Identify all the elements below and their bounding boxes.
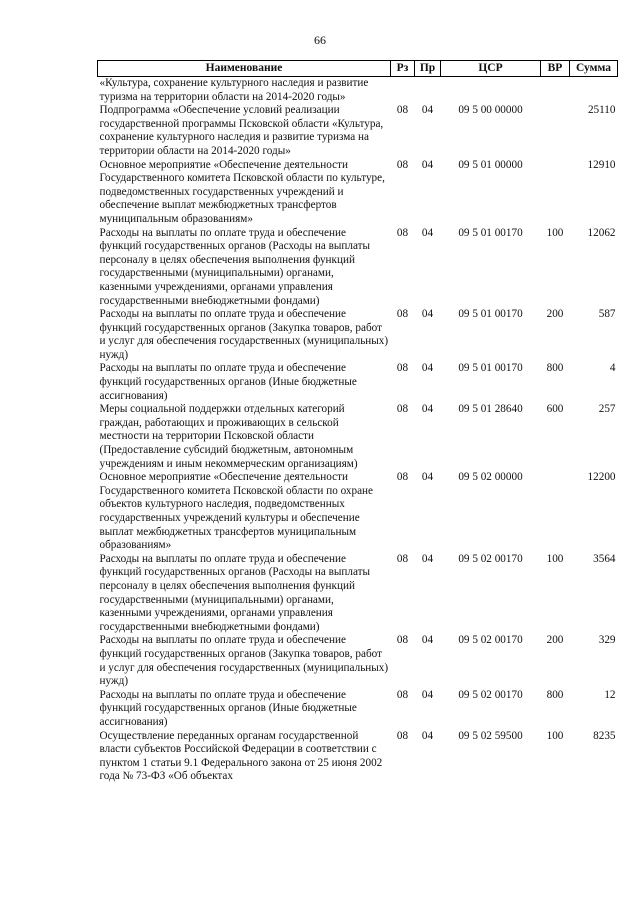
row-rz: 08 bbox=[396, 226, 409, 239]
header-pr: Пр bbox=[415, 61, 441, 77]
row-sum: 587 bbox=[598, 308, 616, 321]
row-sum bbox=[570, 77, 618, 105]
header-csr: ЦСР bbox=[441, 61, 541, 77]
row-pr: 04 bbox=[421, 403, 434, 416]
row-sum: 12910 bbox=[587, 158, 616, 171]
row-sum: 25110 bbox=[587, 104, 616, 117]
row-csr: 09 5 02 00170 bbox=[458, 688, 523, 701]
row-csr: 09 5 02 00000 bbox=[458, 471, 523, 484]
row-name: Расходы на выплаты по оплате труда и обеспечение функций государственных органов (Иные бюджетные ассигнования) bbox=[99, 362, 357, 402]
table-row bbox=[98, 362, 618, 403]
row-vr bbox=[541, 159, 570, 227]
table-row bbox=[98, 227, 618, 309]
row-rz: 08 bbox=[396, 634, 409, 647]
page-number: 66 bbox=[314, 33, 326, 47]
table-row bbox=[98, 104, 618, 158]
budget-table bbox=[97, 60, 618, 784]
row-name: Подпрограмма «Обеспечение условий реализации государственной программы Псковской области «Культура, сохранение культурного наследия и развитие туризма на территории области на 2014-2020 годы» bbox=[99, 104, 384, 157]
row-name: Расходы на выплаты по оплате труда и обеспечение функций государственных органов (Закупка товаров, работ и услуг для обеспечения государственных (муниципальных) нужд) bbox=[99, 308, 389, 361]
row-vr bbox=[541, 77, 570, 105]
row-vr: 800 bbox=[546, 362, 564, 375]
row-rz: 08 bbox=[396, 403, 409, 416]
row-csr: 09 5 01 28640 bbox=[458, 403, 523, 416]
row-sum: 4 bbox=[609, 362, 616, 375]
row-vr: 100 bbox=[546, 552, 564, 565]
row-name: Основное мероприятие «Обеспечение деятельности Государственного комитета Псковской области по культуре, подведомственных государственных учреждений и обеспечение выплат межбюджетных трансфертов муниципальным образованиям» bbox=[99, 158, 385, 225]
row-sum: 8235 bbox=[593, 729, 616, 742]
header-name: Наименование bbox=[98, 61, 391, 77]
row-pr: 04 bbox=[421, 308, 434, 321]
row-name: Осуществление переданных органам государственной власти субъектов Российской Федерации в соответствии с пунктом 1 статьи 9.1 Федерального закона от 25 июня 2002 года № 73-ФЗ «Об объектах bbox=[99, 729, 383, 783]
row-name: Расходы на выплаты по оплате труда и обеспечение функций государственных органов (Иные бюджетные ассигнования) bbox=[99, 688, 357, 728]
row-csr: 09 5 02 59500 bbox=[458, 729, 523, 742]
row-name: «Культура, сохранение культурного наследия и развитие туризма на территории области на 2014-2020 годы» bbox=[99, 77, 369, 103]
header-rz: Рз bbox=[391, 61, 415, 77]
table-row bbox=[98, 553, 618, 635]
row-sum: 12200 bbox=[587, 471, 616, 484]
header-vr: ВР bbox=[541, 61, 570, 77]
row-name: Основное мероприятие «Обеспечение деятельности Государственного комитета Псковской области по охране объектов культурного наследия, подведомственных государственных учреждений культуры и обеспечение выплат межбюджетных трансфертов муниципальным образованиям» bbox=[99, 471, 373, 552]
row-name: Расходы на выплаты по оплате труда и обеспечение функций государственных органов (Закупка товаров, работ и услуг для обеспечения государственных (муниципальных) нужд) bbox=[99, 634, 389, 688]
row-sum: 12 bbox=[604, 688, 616, 701]
row-rz: 08 bbox=[396, 688, 409, 701]
row-rz bbox=[391, 77, 415, 105]
row-csr: 09 5 00 00000 bbox=[458, 104, 523, 117]
row-csr: 09 5 02 00170 bbox=[458, 552, 523, 565]
row-pr: 04 bbox=[421, 362, 434, 375]
row-name: Расходы на выплаты по оплате труда и обеспечение функций государственных органов (Расходы на выплаты персоналу в целях обеспечения выполнения функций государственными (муниципальными) органами, казенными учреждениями, органами управления государственными внебюджетными фондами) bbox=[99, 226, 371, 307]
table-row bbox=[98, 308, 618, 362]
table-row bbox=[98, 77, 618, 105]
row-pr: 04 bbox=[421, 634, 434, 647]
row-vr: 100 bbox=[546, 226, 564, 239]
row-pr: 04 bbox=[421, 471, 434, 484]
row-sum: 329 bbox=[598, 634, 616, 647]
table-row bbox=[98, 730, 618, 784]
row-csr bbox=[441, 77, 541, 105]
row-rz: 08 bbox=[396, 729, 409, 742]
row-pr: 04 bbox=[421, 158, 434, 171]
table-row bbox=[98, 689, 618, 730]
row-pr: 04 bbox=[421, 226, 434, 239]
table-row bbox=[98, 471, 618, 553]
row-csr: 09 5 01 00170 bbox=[458, 362, 523, 375]
row-vr: 200 bbox=[546, 308, 564, 321]
table-header-row bbox=[98, 61, 618, 77]
row-csr: 09 5 02 00170 bbox=[458, 634, 523, 647]
row-sum: 12062 bbox=[587, 226, 616, 239]
row-rz: 08 bbox=[396, 471, 409, 484]
row-name: Расходы на выплаты по оплате труда и обеспечение функций государственных органов (Расходы на выплаты персоналу в целях обеспечения выполнения функций государственными (муниципальными) органами, казенными учреждениями, органами управления государственными внебюджетными фондами) bbox=[99, 552, 371, 633]
row-vr: 800 bbox=[546, 688, 564, 701]
row-vr bbox=[541, 471, 570, 553]
row-pr: 04 bbox=[421, 729, 434, 742]
row-rz: 08 bbox=[396, 308, 409, 321]
row-name: Меры социальной поддержки отдельных категорий граждан, работающих и проживающих в сельской местности на территории Псковской области (Предоставление субсидий бюджетным, автономным учреждениям и иным некоммерческим организациям) bbox=[99, 403, 358, 470]
row-sum: 3564 bbox=[593, 552, 616, 565]
table-row bbox=[98, 634, 618, 688]
row-rz: 08 bbox=[396, 158, 409, 171]
row-vr: 200 bbox=[546, 634, 564, 647]
header-sum: Сумма bbox=[570, 61, 618, 77]
row-pr: 04 bbox=[421, 104, 434, 117]
row-csr: 09 5 01 00000 bbox=[458, 158, 523, 171]
row-vr bbox=[541, 104, 570, 158]
table-row bbox=[98, 403, 618, 471]
row-vr: 600 bbox=[546, 403, 564, 416]
row-rz: 08 bbox=[396, 552, 409, 565]
row-pr: 04 bbox=[421, 552, 434, 565]
row-vr: 100 bbox=[546, 729, 564, 742]
table-row bbox=[98, 159, 618, 227]
row-csr: 09 5 01 00170 bbox=[458, 308, 523, 321]
row-csr: 09 5 01 00170 bbox=[458, 226, 523, 239]
row-sum: 257 bbox=[598, 403, 616, 416]
row-rz: 08 bbox=[396, 104, 409, 117]
row-pr: 04 bbox=[421, 688, 434, 701]
row-rz: 08 bbox=[396, 362, 409, 375]
row-pr bbox=[415, 77, 441, 105]
